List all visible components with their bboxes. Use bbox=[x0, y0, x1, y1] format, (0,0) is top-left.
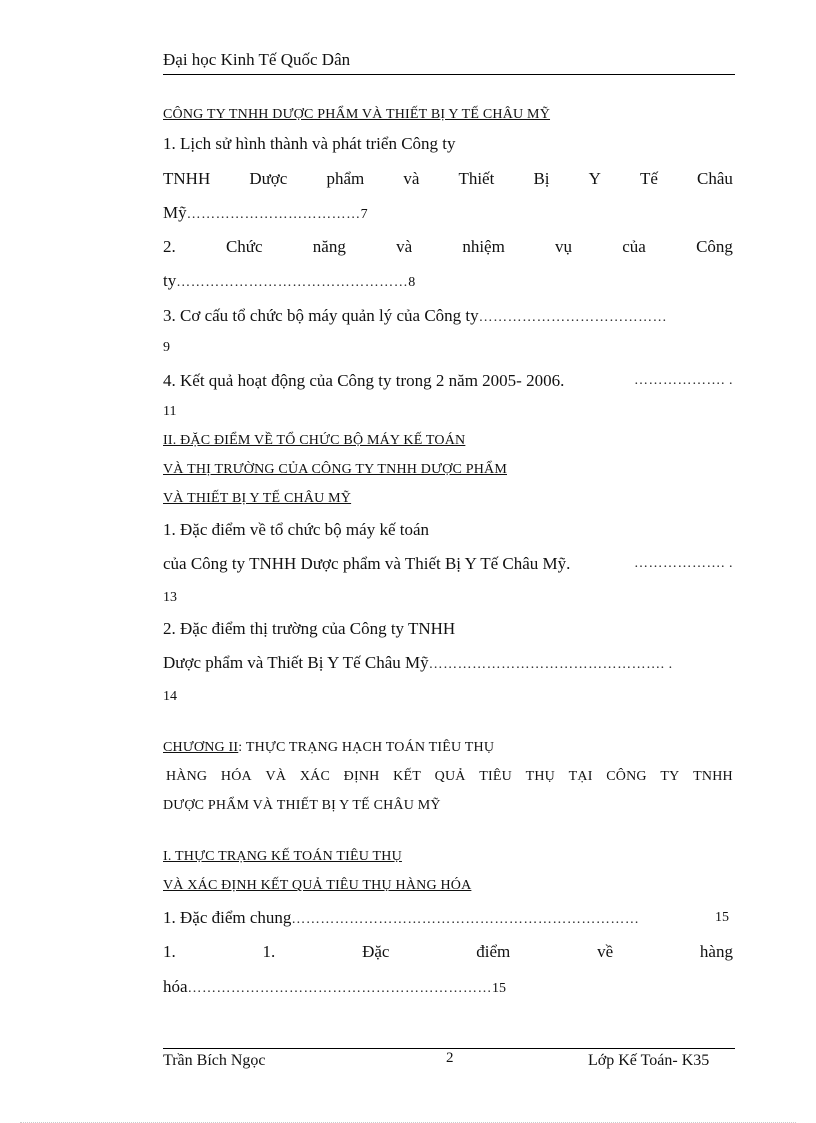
word: TẠI bbox=[568, 769, 593, 784]
chapter-heading-line1 bbox=[163, 737, 733, 759]
word: phẩm bbox=[326, 169, 365, 188]
word: 1. bbox=[262, 942, 276, 961]
section-2-heading-line1: II. ĐẶC ĐIỂM VỀ TỔ CHỨC BỘ MÁY KẾ TOÁN bbox=[163, 433, 466, 448]
text: ty bbox=[163, 271, 177, 290]
leader-dots: ………………………………………… bbox=[176, 275, 409, 290]
leader-dots: ………………. . bbox=[634, 373, 733, 388]
footer-author: Trần Bích Ngọc bbox=[163, 1052, 266, 1069]
word: Tế bbox=[639, 169, 658, 188]
word: TNHH bbox=[163, 169, 211, 188]
word: KẾT bbox=[393, 769, 421, 784]
word: Đặc bbox=[362, 942, 390, 961]
word: TNHH bbox=[693, 769, 733, 784]
text: Dược phẩm và Thiết Bị Y Tế Châu Mỹ bbox=[163, 653, 429, 672]
word: Công bbox=[696, 237, 733, 256]
toc-item-goods-line2 bbox=[163, 976, 733, 1000]
page-ref: 8 bbox=[408, 275, 416, 290]
word: TIÊU bbox=[479, 769, 512, 784]
word: Thiết bbox=[458, 169, 495, 188]
header-rule bbox=[163, 74, 735, 75]
word: HÀNG bbox=[166, 769, 208, 784]
section-c2-1-heading-line2: VÀ XÁC ĐỊNH KẾT QUẢ TIÊU THỤ HÀNG HÓA bbox=[163, 878, 472, 893]
text: Mỹ bbox=[163, 203, 187, 222]
toc-item-functions-line1 bbox=[163, 236, 733, 258]
leader-dots: …………………………………………. . bbox=[428, 657, 673, 672]
chapter-label: CHƯƠNG II bbox=[163, 740, 239, 755]
toc-item-accounting-org-line2 bbox=[163, 553, 733, 575]
chapter-title: : THỰC TRẠNG HẠCH TOÁN TIÊU THỤ bbox=[238, 740, 495, 755]
text: 1. Đặc điểm chung bbox=[163, 908, 292, 927]
text: của Công ty TNHH Dược phẩm và Thiết Bị Y Tế Châu Mỹ. bbox=[163, 554, 571, 573]
toc-item-market-title: 2. Đặc điểm thị trường của Công ty TNHH bbox=[163, 619, 456, 638]
page-ref: 15 bbox=[492, 981, 507, 996]
footer-page-number: 2 bbox=[446, 1050, 454, 1066]
word: Bị bbox=[533, 169, 550, 188]
page-ref: 13 bbox=[163, 590, 177, 605]
word: TY bbox=[660, 769, 680, 784]
word: THỤ bbox=[525, 769, 555, 784]
footer-rule bbox=[163, 1048, 735, 1049]
text: hóa bbox=[163, 977, 188, 996]
leader-dots: ……………………………………………………………… bbox=[291, 912, 640, 927]
word: của bbox=[622, 237, 646, 256]
word: HÓA bbox=[220, 769, 252, 784]
word: hàng bbox=[699, 942, 733, 961]
page-ref: 9 bbox=[163, 340, 170, 355]
word: XÁC bbox=[299, 769, 330, 784]
leader-dots: ………………. . bbox=[634, 556, 733, 571]
word: và bbox=[396, 237, 413, 256]
chapter-heading-line3: DƯỢC PHẨM VÀ THIẾT BỊ Y TẾ CHÂU MỸ bbox=[163, 798, 441, 813]
word: Châu bbox=[697, 169, 733, 188]
footer-class: Lớp Kế Toán- K35 bbox=[588, 1052, 710, 1069]
word: ĐỊNH bbox=[343, 769, 380, 784]
word: điểm bbox=[476, 942, 511, 961]
word: QUẢ bbox=[434, 769, 466, 784]
leader-dots: ……………………………………………………… bbox=[187, 981, 493, 996]
toc-item-structure bbox=[163, 305, 733, 329]
page-ref: 15 bbox=[715, 910, 729, 925]
word: CÔNG bbox=[606, 769, 647, 784]
toc-item-goods-line1 bbox=[163, 941, 733, 963]
header-title: Đại học Kinh Tế Quốc Dân bbox=[163, 50, 351, 69]
word: và bbox=[403, 169, 420, 188]
company-heading: CÔNG TY TNHH DƯỢC PHẨM VÀ THIẾT BỊ Y TẾ CHÂU MỸ bbox=[163, 107, 551, 122]
text: 3. Cơ cấu tổ chức bộ máy quản lý của Công ty bbox=[163, 306, 479, 325]
section-2-heading-line2: VÀ THỊ TRƯỜNG CỦA CÔNG TY TNHH DƯỢC PHẨM bbox=[163, 462, 507, 477]
page-ref: 7 bbox=[360, 207, 368, 222]
toc-item-market-line2 bbox=[163, 652, 733, 676]
word: Y bbox=[588, 169, 601, 188]
word: 1. bbox=[163, 942, 176, 961]
toc-item-accounting-org-title: 1. Đặc điểm về tổ chức bộ máy kế toán bbox=[163, 520, 430, 539]
word: nhiệm bbox=[462, 237, 505, 256]
toc-item-history-line3 bbox=[163, 202, 733, 226]
section-2-heading-line3: VÀ THIẾT BỊ Y TẾ CHÂU MỸ bbox=[163, 491, 352, 506]
toc-item-history-title: 1. Lịch sử hình thành và phát triển Công ty bbox=[163, 134, 456, 153]
toc-item-general bbox=[163, 907, 733, 931]
toc-item-results bbox=[163, 370, 733, 392]
leader-dots: ……………………………… bbox=[186, 207, 361, 222]
toc-item-history-line2 bbox=[163, 168, 733, 190]
text: 4. Kết quả hoạt động của Công ty trong 2 năm 2005- 2006. bbox=[163, 371, 565, 390]
toc-item-functions-line2 bbox=[163, 270, 733, 294]
word: vụ bbox=[555, 237, 573, 256]
page-ref: 14 bbox=[163, 689, 177, 704]
word: Dược bbox=[249, 169, 288, 188]
leader-dots: ………………………………… bbox=[478, 310, 668, 325]
page-ref: 11 bbox=[163, 404, 177, 419]
word: Chức bbox=[225, 237, 263, 256]
section-c2-1-heading-line1: I. THỰC TRẠNG KẾ TOÁN TIÊU THỤ bbox=[163, 849, 402, 864]
word: năng bbox=[312, 237, 346, 256]
chapter-heading-line2 bbox=[166, 766, 733, 788]
word: về bbox=[597, 942, 614, 961]
word: 2. bbox=[163, 237, 176, 256]
word: VÀ bbox=[265, 769, 287, 784]
